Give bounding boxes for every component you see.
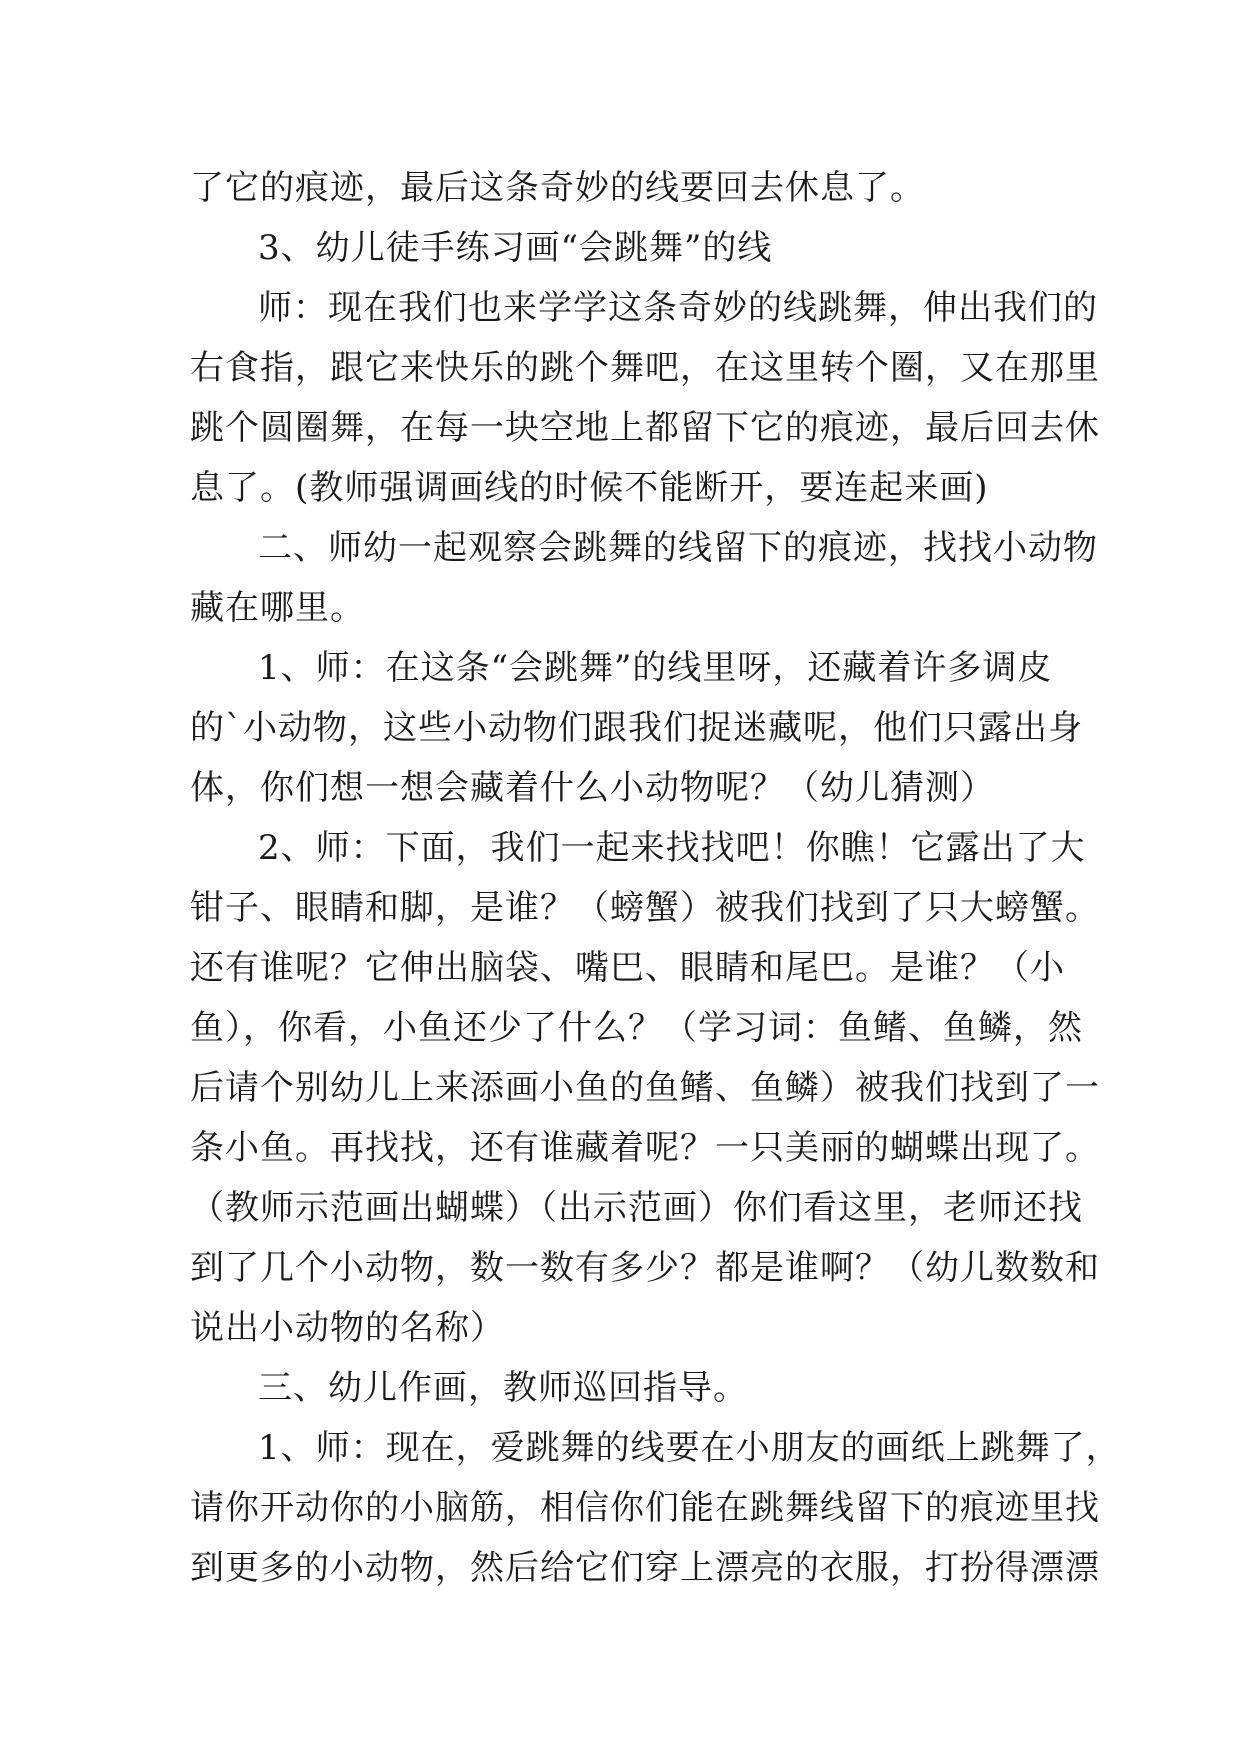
text-line: 说出小动物的名称） [190, 1308, 505, 1348]
text-line: 了它的痕迹，最后这条奇妙的线要回去休息了。 [190, 168, 925, 208]
text-line: 3、幼儿徒手练习画“会跳舞”的线 [258, 228, 773, 268]
text-line: 鱼），你看，小鱼还少了什么？（学习词：鱼鳍、鱼鳞，然 [190, 1008, 1083, 1048]
text-line: 1、师：现在，爱跳舞的线要在小朋友的画纸上跳舞了， [258, 1428, 1121, 1468]
text-line: 到更多的小动物，然后给它们穿上漂亮的衣服，打扮得漂漂 [190, 1548, 1100, 1588]
text-line: 后请个别幼儿上来添画小鱼的鱼鳍、鱼鳞）被我们找到了一 [190, 1068, 1100, 1108]
text-line: 息了。(教师强调画线的时候不能断开，要连起来画) [190, 468, 989, 508]
text-line: 藏在哪里。 [190, 588, 365, 628]
text-line: 的`小动物，这些小动物们跟我们捉迷藏呢，他们只露出身 [190, 708, 1083, 748]
text-line: 还有谁呢？它伸出脑袋、嘴巴、眼睛和尾巴。是谁？（小 [190, 948, 1065, 988]
text-line: 跳个圆圈舞，在每一块空地上都留下它的痕迹，最后回去休 [190, 408, 1100, 448]
text-line: 条小鱼。再找找，还有谁藏着呢？一只美丽的蝴蝶出现了。 [190, 1128, 1100, 1168]
text-line: 请你开动你的小脑筋，相信你们能在跳舞线留下的痕迹里找 [190, 1488, 1100, 1528]
text-line: 2、师：下面，我们一起来找找吧！你瞧！它露出了大 [258, 828, 1086, 868]
text-line: 三、幼儿作画，教师巡回指导。 [258, 1368, 748, 1408]
text-line: （教师示范画出蝴蝶）（出示范画）你们看这里，老师还找 [190, 1188, 1083, 1228]
text-line: 体，你们想一想会藏着什么小动物呢？（幼儿猜测） [190, 768, 995, 808]
text-line: 到了几个小动物，数一数有多少？都是谁啊？（幼儿数数和 [190, 1248, 1100, 1288]
text-line: 师：现在我们也来学学这条奇妙的线跳舞，伸出我们的 [258, 288, 1098, 328]
text-line: 二、师幼一起观察会跳舞的线留下的痕迹，找找小动物 [258, 528, 1098, 568]
text-line: 1、师：在这条“会跳舞”的线里呀，还藏着许多调皮 [258, 648, 1053, 688]
document-body [190, 158, 1121, 1598]
text-line: 钳子、眼睛和脚，是谁？（螃蟹）被我们找到了只大螃蟹。 [190, 888, 1100, 928]
text-line: 右食指，跟它来快乐的跳个舞吧，在这里转个圈，又在那里 [190, 348, 1100, 388]
